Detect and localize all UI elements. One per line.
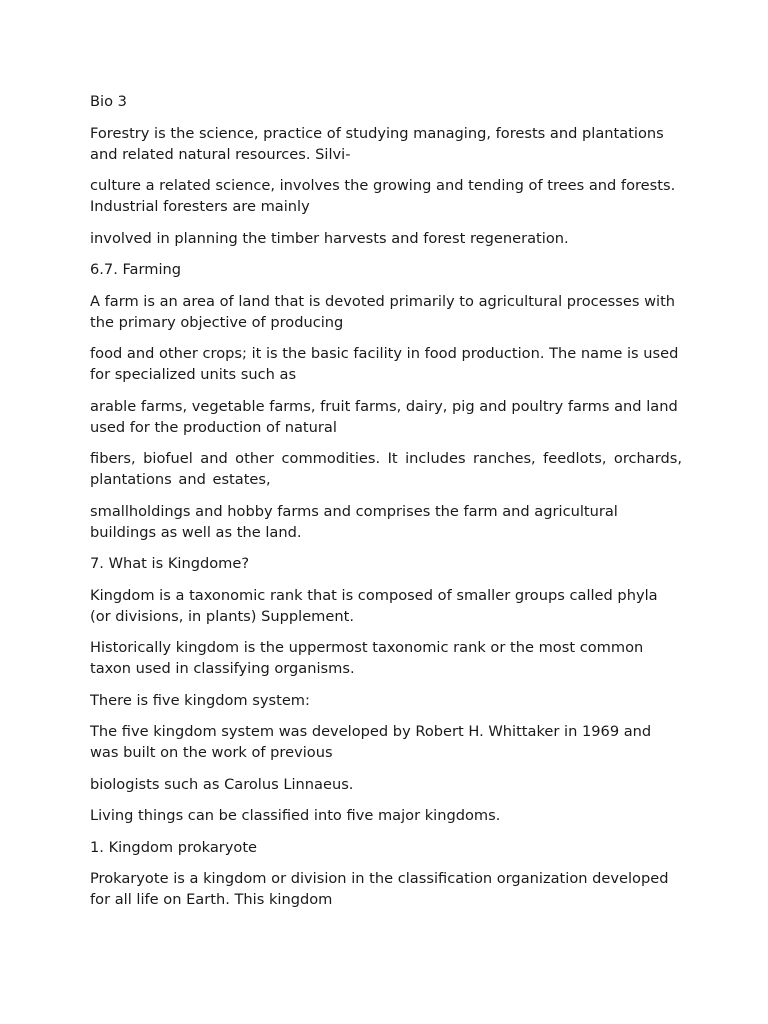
- paragraph: Forestry is the science, practice of studying managing, forests and plantations and related natural resources. Silvi-: [90, 124, 664, 163]
- document-page: [90, 91, 682, 921]
- paragraph: arable farms, vegetable farms, fruit farms, dairy, pig and poultry farms and land used for the production of natural: [90, 397, 678, 436]
- paragraph: food and other crops; it is the basic facility in food production. The name is used for specialized units such as: [90, 345, 679, 383]
- paragraph: There is five kingdom system:: [90, 691, 310, 709]
- paragraph: involved in planning the timber harvests and forest regeneration.: [90, 229, 569, 247]
- paragraph: Living things can be classified into five major kingdoms.: [90, 807, 501, 824]
- section-heading: 7. What is Kingdome?: [90, 555, 250, 572]
- paragraph: Historically kingdom is the uppermost taxonomic rank or the most common taxon used in classifying organisms.: [90, 639, 644, 677]
- paragraph: fibers, biofuel and other commodities. It includes ranches, feedlots, orchards, plantations and estates,: [90, 450, 682, 488]
- paragraph: smallholdings and hobby farms and comprises the farm and agricultural buildings as well as the land.: [90, 502, 618, 541]
- paragraph: A farm is an area of land that is devoted primarily to agricultural processes with the primary objective of producing: [90, 292, 676, 331]
- paragraph: biologists such as Carolus Linnaeus.: [90, 775, 354, 793]
- paragraph: Kingdom is a taxonomic rank that is composed of smaller groups called phyla (or divisions, in plants) Supplement.: [90, 586, 658, 625]
- section-heading: 6.7. Farming: [90, 261, 182, 278]
- document-heading: Bio 3: [90, 93, 127, 110]
- paragraph: Prokaryote is a kingdom or division in the classification organization developed for all life on Earth. This kingdom: [90, 870, 669, 908]
- paragraph: culture a related science, involves the growing and tending of trees and forests. Industrial foresters are mainly: [90, 177, 676, 215]
- section-heading: 1. Kingdom prokaryote: [90, 838, 258, 856]
- paragraph: The five kingdom system was developed by Robert H. Whittaker in 1969 and was built on the work of previous: [90, 723, 652, 761]
